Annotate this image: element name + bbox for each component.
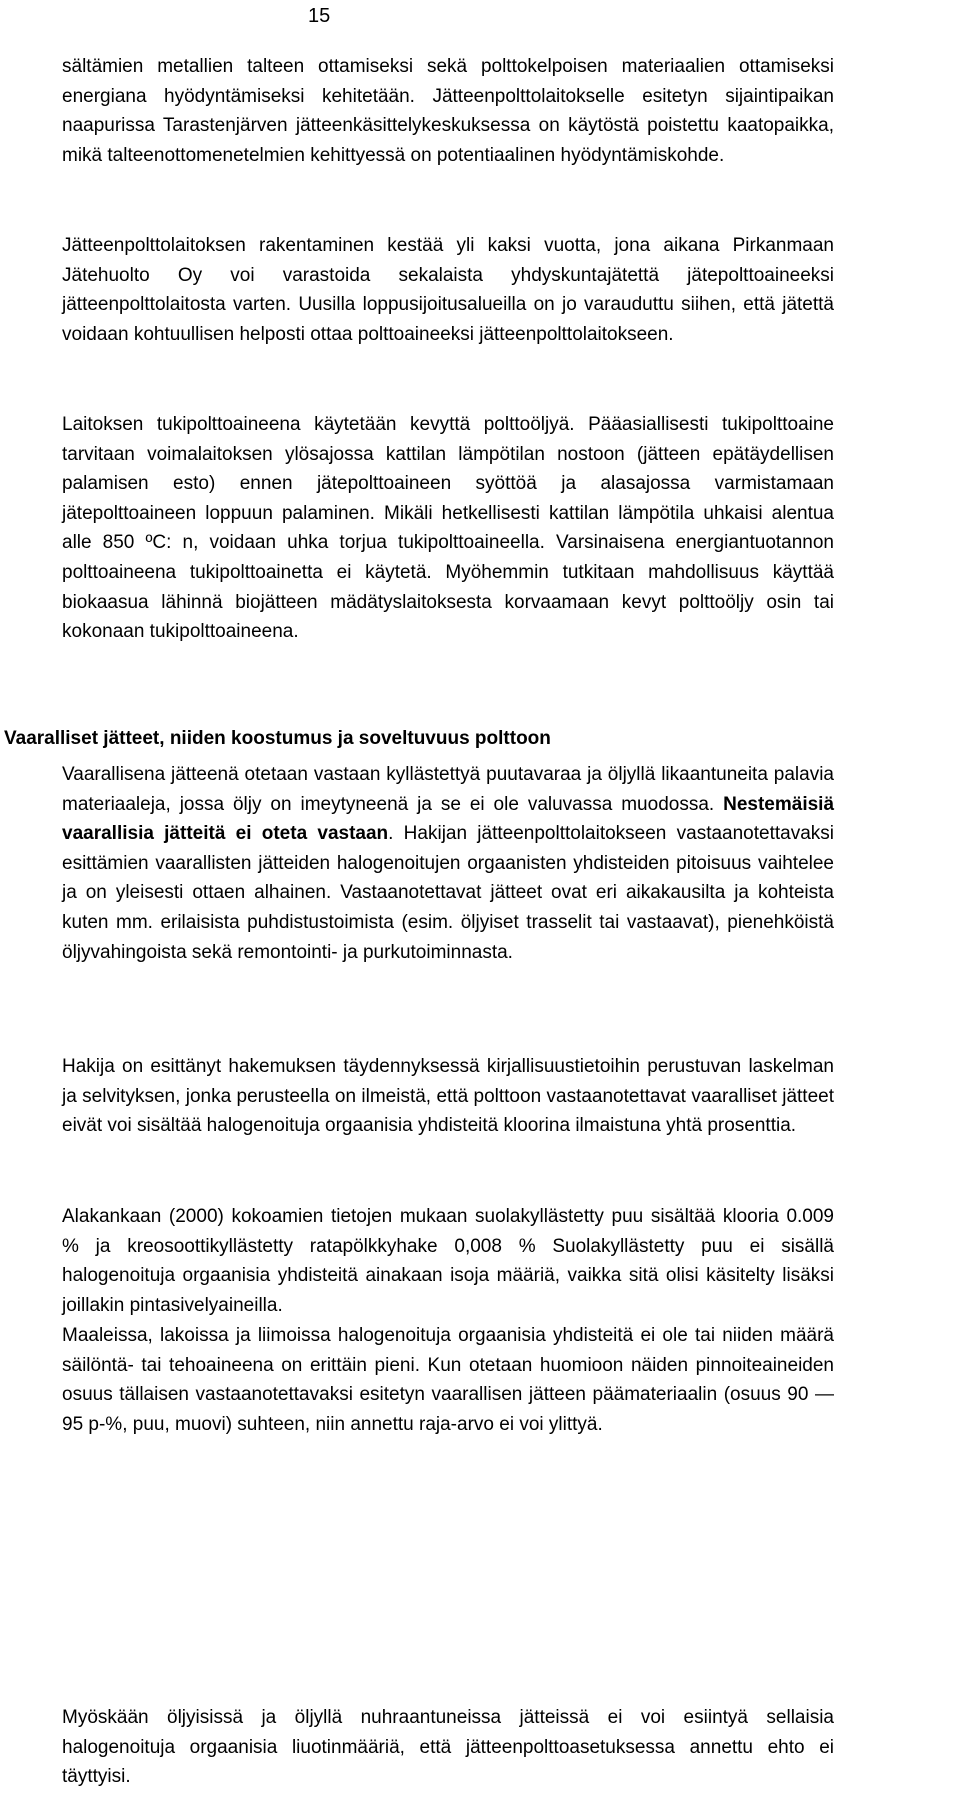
paragraph-paints-and-glues: Maaleissa, lakoissa ja liimoissa halogenoituja orgaanisia yhdisteitä ei ole tai niiden määrä säilöntä- tai tehoaineena on erittäin pieni. Kun otetaan huomioon näiden pinnoiteaineiden osuus tällaisen vastaanotettavaksi esitetyn vaarallisen jätteen päämateriaalin (osuus 90 — 95 p-%, puu, muovi) suhteen, niin annettu raja-arvo ei voi ylittyä. [62,1325,834,1435]
hazardous-intake-text-start: Vaarallisena jätteenä otetaan vastaan kyllästettyä puutavaraa ja öljyllä likaantuneita palavia materiaaleja, jossa öljy on imeytyneenä ja se ei ole valuvassa muodossa. [62,764,834,815]
hazardous-intake-text-end: . Hakijan jätteenpolttolaitokseen vastaanotettavaksi esittämien vaarallisten jätteiden halogenoitujen orgaanisten yhdisteiden pitoisuus vaihtelee ja on yleisesti ottaen alhainen. Vastaanotettavat jätteet ovat eri aikakausilta ja kohteista kuten mm. erilaisista puhdistustoimista (esim. öljyiset trasselit tai vastaavat), pienehköistä öljyvahingoista sekä remontointi- ja purkutoiminnasta. [62,823,834,963]
paragraph-construction-period: Jätteenpolttolaitoksen rakentaminen kestää yli kaksi vuotta, jona aikana Pirkanmaan Jätehuolto Oy voi varastoida sekalaista yhdyskuntajätettä jätepolttoaineeksi jätteenpolttolaitosta varten. Uusilla loppusijoitusalueilla on jo varauduttu siihen, että jätettä voidaan kohtuullisen helposti ottaa polttoaineeksi jätteenpolttolaitokseen. [62,235,834,345]
section-heading: Vaaralliset jätteet, niiden koostumus ja soveltuvuus polttoon [4,728,551,749]
hazardous-intake-bold-statement: Nestemäisiä vaarallisia jätteitä ei oteta vastaan [62,793,835,845]
paragraph-hazardous-waste-intake [62,760,834,967]
paragraph-support-fuel: Laitoksen tukipolttoaineena käytetään kevyttä polttoöljyä. Pääasiallisesti tukipolttoaine tarvitaan voimalaitoksen ylösajossa kattilan lämpötilan nostoon (jätteen epätäydellisen palamisen esto) ennen jätepolttoaineen syöttöä ja alasajossa varmistamaan jätepolttoaineen loppuun palaminen. Mikäli hetkellisesti kattilan lämpötila uhkaisi alentua alle 850 ºC: n, voidaan uhka torjua tukipolttoaineella. Varsinaisena energiantuotannon polttoaineena tukipolttoainetta ei käytetä. Myöhemmin tutkitaan mahdollisuus käyttää biokaasua lähinnä biojätteen mädätyslaitoksesta korvaamaan kevyt polttoöljy osin tai kokonaan tukipolttoaineena. [62,414,834,643]
paragraph-applicant-calculation: Hakija on esittänyt hakemuksen täydennyksessä kirjallisuustietoihin perustuvan laskelman ja selvityksen, jonka perusteella on ilmeistä, että polttoon vastaanotettavat vaaralliset jätteet eivät voi sisältää halogenoituja orgaanisia yhdisteitä kloorina ilmaistuna yhtä prosenttia. [62,1056,834,1137]
page-number: 15 [308,5,331,27]
paragraph-oily-waste: Myöskään öljyisissä ja öljyllä nuhraantuneissa jätteissä ei voi esiintyä sellaisia halogenoituja orgaanisia liuotinmääriä, että jätteenpolttoasetuksessa annettu ehto ei täyttyisi. [62,1707,834,1788]
paragraph-chlorine-content: Alakankaan (2000) kokoamien tietojen mukaan suolakyllästetty puu sisältää klooria 0.009 % ja kreosoottikyllästetty ratapölkkyhake 0,008 % Suolakyllästetty puu ei sisällä halogenoituja orgaanisia yhdisteitä ainakaan isoja määriä, vaikka sitä olisi käsitelty lisäksi joillakin pintasivelyaineilla. [62,1206,834,1316]
paragraph-metal-recovery: sältämien metallien talteen ottamiseksi sekä polttokelpoisen materiaalien ottamiseksi energiana hyödyntämiseksi kehitetään. Jätteenpolttolaitokselle esitetyn sijaintipaikan naapurissa Tarastenjärven jätteenkäsittelykeskuksessa on käytöstä poistettu kaatopaikka, mikä talteenottomenetelmien kehittyessä on potentiaalinen hyödyntämiskohde. [62,56,834,166]
